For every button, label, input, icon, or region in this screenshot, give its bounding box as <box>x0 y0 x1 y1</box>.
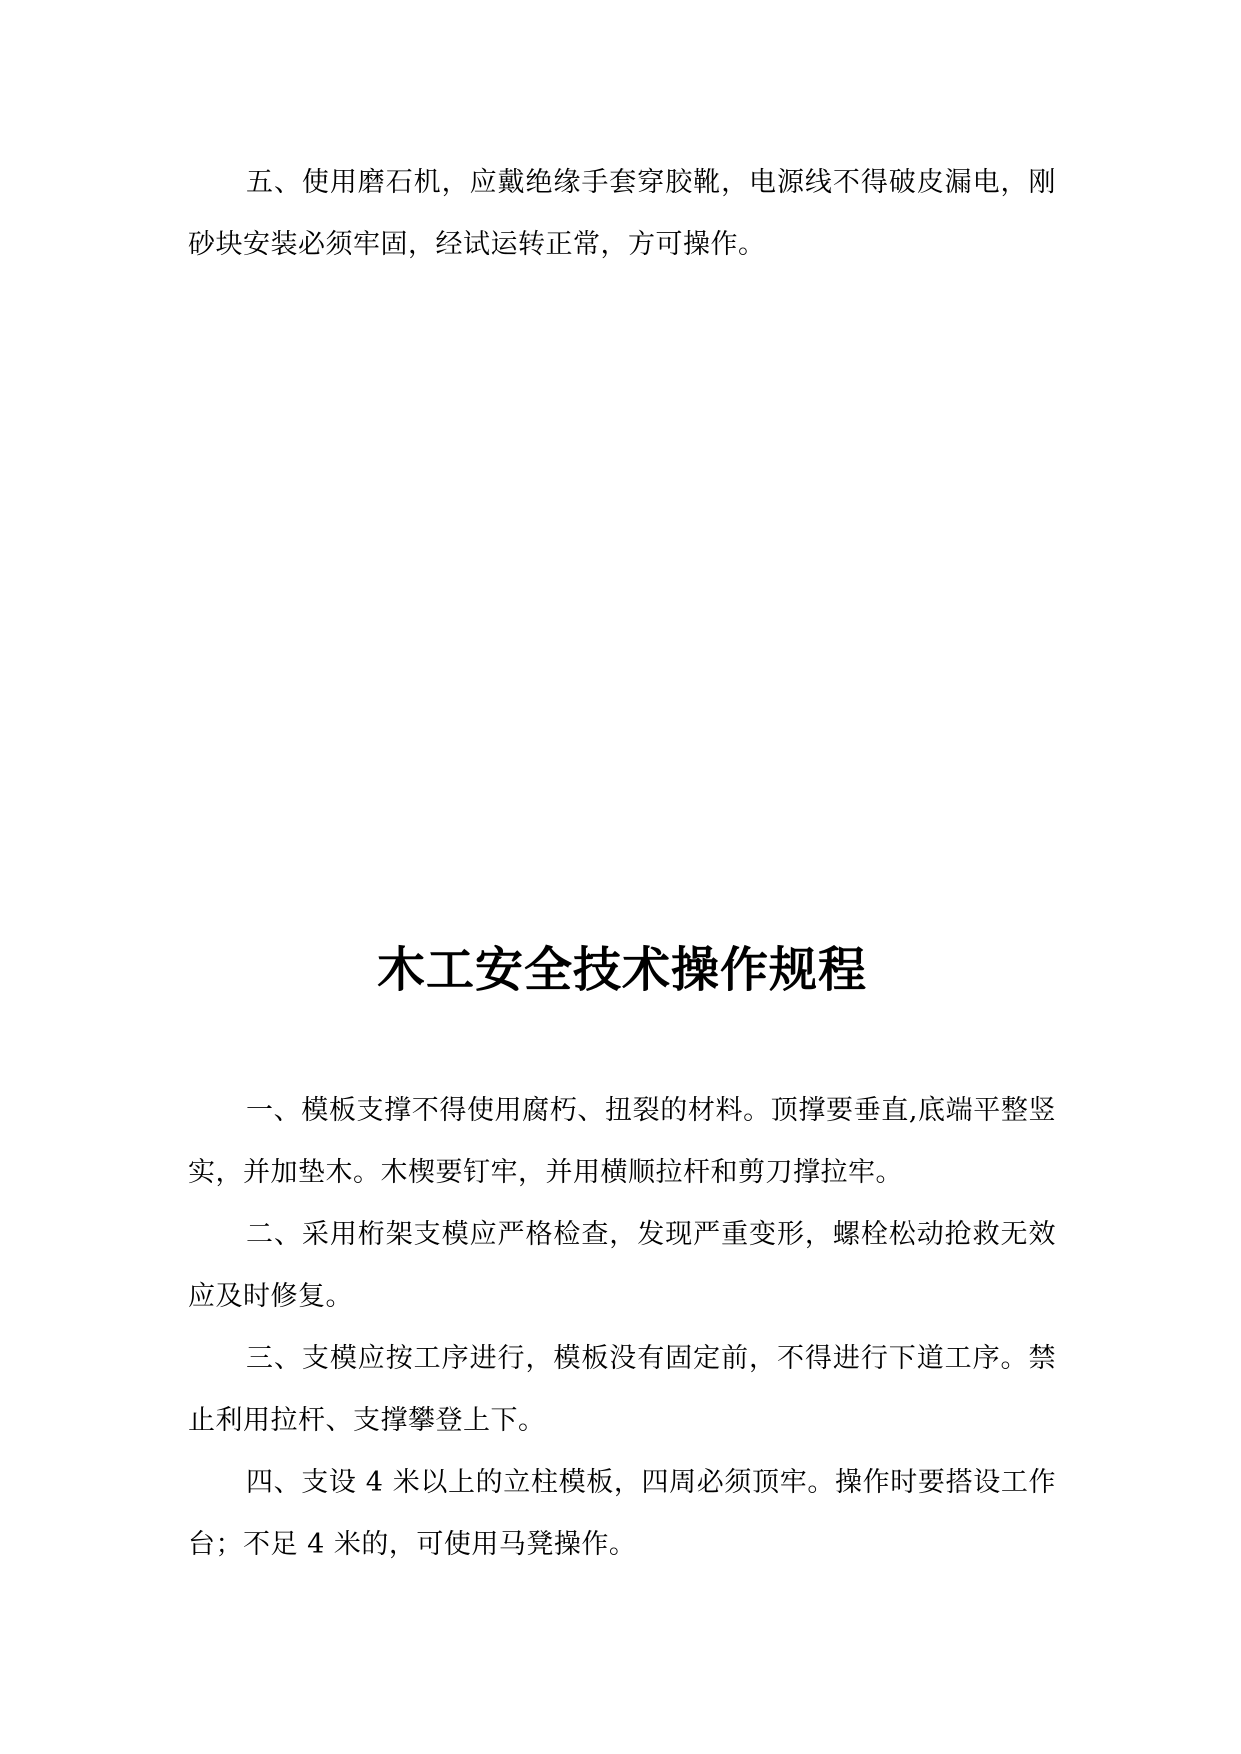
paragraph-grinder-rule: 五、使用磨石机，应戴绝缘手套穿胶靴，电源线不得破皮漏电，刚砂块安装必须牢固，经试运转正常，方可操作。 <box>188 167 1056 260</box>
paragraph-rule-2: 二、采用桁架支模应严格检查，发现严重变形，螺栓松动抢救无效应及时修复。 <box>188 1219 1056 1312</box>
section-title: 木工安全技术操作规程 <box>376 942 867 998</box>
paragraph-rule-3: 三、支模应按工序进行，模板没有固定前，不得进行下道工序。禁止利用拉杆、支撑攀登上下。 <box>188 1343 1056 1436</box>
paragraph-rule-4: 四、支设 4 米以上的立柱模板，四周必须顶牢。操作时要搭设工作台；不足 4 米的，可使用马凳操作。 <box>188 1467 1056 1560</box>
paragraph-rule-1: 一、模板支撑不得使用腐朽、扭裂的材料。顶撑要垂直,底端平整竖实，并加垫木。木楔要钉牢，并用横顺拉杆和剪刀撑拉牢。 <box>188 1095 1056 1188</box>
